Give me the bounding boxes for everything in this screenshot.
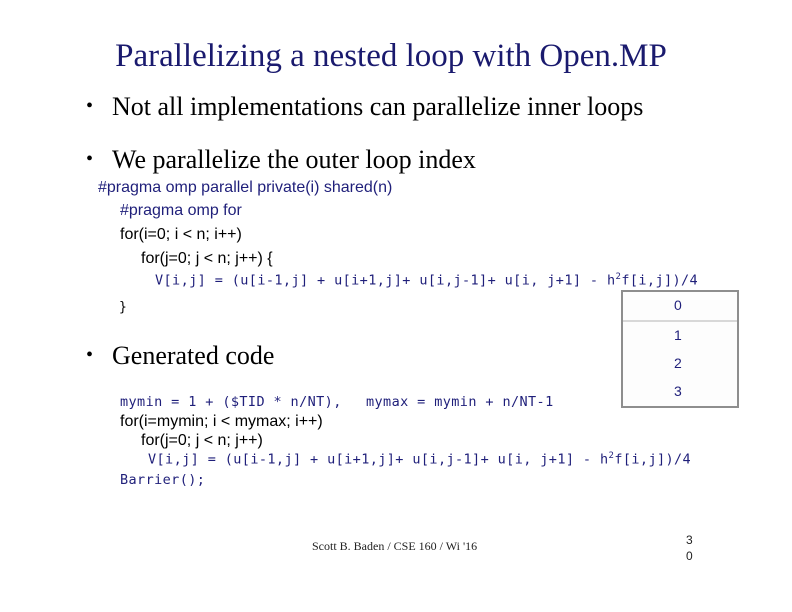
assignment-exponent: 2 <box>615 272 622 282</box>
code-assignment <box>148 451 691 468</box>
partition-label: 2 <box>674 355 682 371</box>
bullet-text: Generated code <box>112 341 275 370</box>
assignment-tail: f[i,j])/4 <box>614 451 692 468</box>
bullet-marker: • <box>86 344 94 366</box>
code-barrier: Barrier(); <box>120 472 206 488</box>
slide-title: Parallelizing a nested loop with Open.MP <box>115 38 667 74</box>
code-closing-brace: } <box>119 300 128 315</box>
code-outer-for: for(i=0; i < n; i++) <box>120 226 242 243</box>
bullet-item <box>86 341 274 371</box>
partition-label: 3 <box>674 383 682 399</box>
page-number-digit: 0 <box>686 549 693 563</box>
bullet-text: Not all implementations can parallelize inner loops <box>112 92 644 121</box>
bullet-text: We parallelize the outer loop index <box>112 145 476 174</box>
partition-row <box>623 322 737 350</box>
bullet-item <box>86 145 476 175</box>
partition-row <box>623 350 737 378</box>
code-outer-for: for(i=mymin; i < mymax; i++) <box>120 413 323 430</box>
assignment-tail: f[i,j])/4 <box>621 272 699 289</box>
assignment-main: V[i,j] = (u[i-1,j] + u[i+1,j]+ u[i,j-1]+ u[i, j+1] - h <box>155 272 616 289</box>
partition-label: 0 <box>674 297 682 313</box>
bullet-marker: • <box>86 95 94 117</box>
partition-row <box>623 292 737 320</box>
page-number-digit: 3 <box>686 533 693 547</box>
code-pragma-parallel: #pragma omp parallel private(i) shared(n) <box>98 179 393 196</box>
code-pragma-for: #pragma omp for <box>120 202 242 219</box>
bullet-marker: • <box>86 148 94 170</box>
code-mymin: mymin = 1 + ($TID * n/NT), <box>120 394 342 410</box>
code-inner-for: for(j=0; j < n; j++) <box>141 432 263 449</box>
code-assignment <box>155 272 698 289</box>
assignment-main: V[i,j] = (u[i-1,j] + u[i+1,j]+ u[i,j-1]+ u[i, j+1] - h <box>148 451 609 468</box>
code-inner-for: for(j=0; j < n; j++) { <box>141 250 273 267</box>
partition-table <box>621 290 739 408</box>
partition-row <box>623 378 737 406</box>
partition-label: 1 <box>674 327 682 343</box>
footer-credit: Scott B. Baden / CSE 160 / Wi '16 <box>312 539 478 553</box>
bullet-item <box>86 92 643 122</box>
code-mymax: mymax = mymin + n/NT-1 <box>366 394 554 410</box>
assignment-exponent: 2 <box>608 451 615 461</box>
